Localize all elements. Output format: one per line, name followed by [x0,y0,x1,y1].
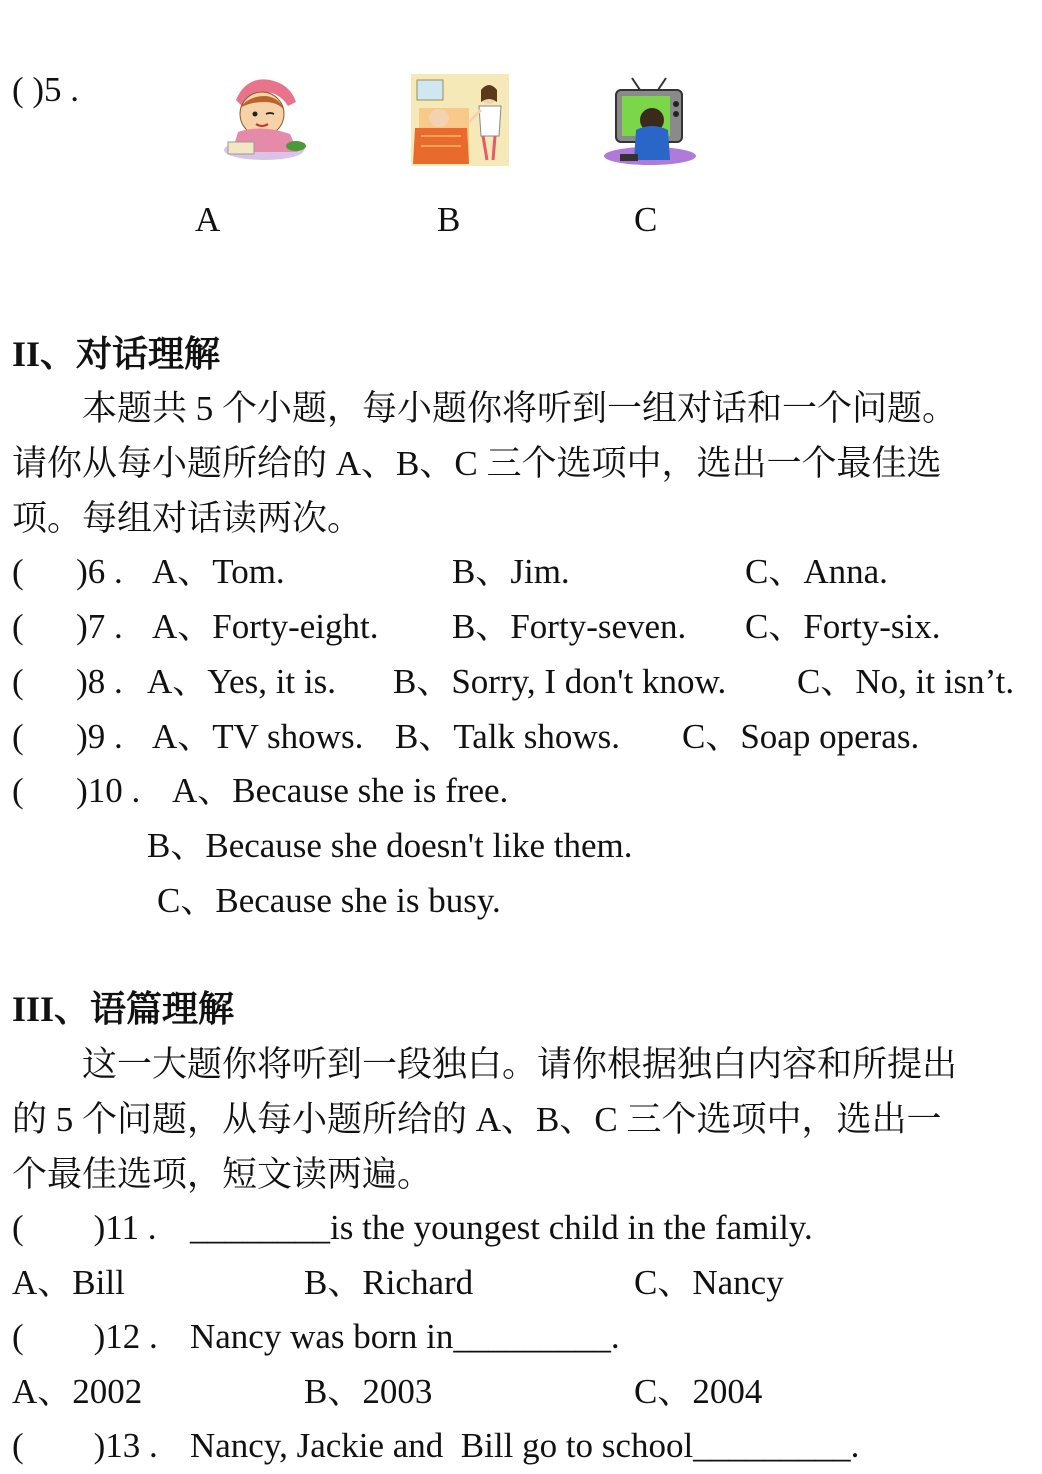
question-10-option-a: A、Because she is free. [172,771,509,810]
question-11-option-b: B、Richard [304,1263,474,1302]
question-8-number: ( )8 . [12,662,123,701]
question-12-stem: Nancy was born in_________. [190,1317,620,1356]
instruction-line: 的 5 个问题，从每小题所给的 A、B、C 三个选项中，选出一 [12,1100,942,1139]
instruction-line: 这一大题你将听到一段独白。请你根据独白内容和所提出 [12,1045,958,1084]
question-13-number: ( )13 . [12,1426,158,1465]
instruction-line: 个最佳选项，短文读两遍。 [12,1155,433,1194]
picture-a-girl-drawing [218,72,310,164]
question-9-option-b: B、Talk shows. [395,717,621,756]
section-2-instructions [12,381,1034,546]
section-2-title: II、对话理解 [12,334,221,374]
picture-c-label: C [634,200,658,239]
question-7-number: ( )7 . [12,607,123,646]
picture-b-mother-child-bedroom [411,74,509,166]
question-6-option-a: A、Tom. [152,552,285,591]
question-6-number: ( )6 . [12,552,123,591]
picture-b-label: B [437,200,461,239]
question-6-option-b: B、Jim. [452,552,570,591]
question-7-option-a: A、Forty-eight. [152,607,379,646]
question-11-option-a: A、Bill [12,1263,125,1302]
picture-a-label: A [195,200,221,239]
question-10-option-c: C、Because she is busy. [157,881,501,920]
question-12-number: ( )12 . [12,1317,158,1356]
question-11-stem: ________is the youngest child in the family. [190,1208,813,1247]
question-11-option-c: C、Nancy [634,1263,784,1302]
picture-c-boy-watching-tv [600,76,698,166]
question-9-option-c: C、Soap operas. [682,717,920,756]
section-3-title: III、语篇理解 [12,989,235,1029]
question-10-number: ( )10 . [12,771,141,810]
question-5-number: ( )5 . [12,70,80,109]
section-3-instructions [12,1037,1034,1202]
question-12-option-b: B、2003 [304,1372,433,1411]
question-9-number: ( )9 . [12,717,123,756]
question-7-option-b: B、Forty-seven. [452,607,687,646]
question-8-option-b: B、Sorry, I don't know. [393,662,727,701]
question-6-option-c: C、Anna. [745,552,888,591]
question-11-number: ( )11 . [12,1208,157,1247]
instruction-line: 项。每组对话读两次。 [12,499,363,538]
instruction-line: 本题共 5 个小题，每小题你将听到一组对话和一个问题。 [12,389,958,428]
question-8-option-a: A、Yes, it is. [147,662,336,701]
question-12-option-a: A、2002 [12,1372,143,1411]
question-12-option-c: C、2004 [634,1372,763,1411]
question-13-stem: Nancy, Jackie and Bill go to school_________. [190,1426,860,1465]
question-7-option-c: C、Forty-six. [745,607,941,646]
question-8-option-c: C、No, it isn’t. [797,662,1015,701]
instruction-line: 请你从每小题所给的 A、B、C 三个选项中，选出一个最佳选 [12,444,942,483]
question-10-option-b: B、Because she doesn't like them. [147,826,633,865]
question-9-option-a: A、TV shows. [152,717,364,756]
